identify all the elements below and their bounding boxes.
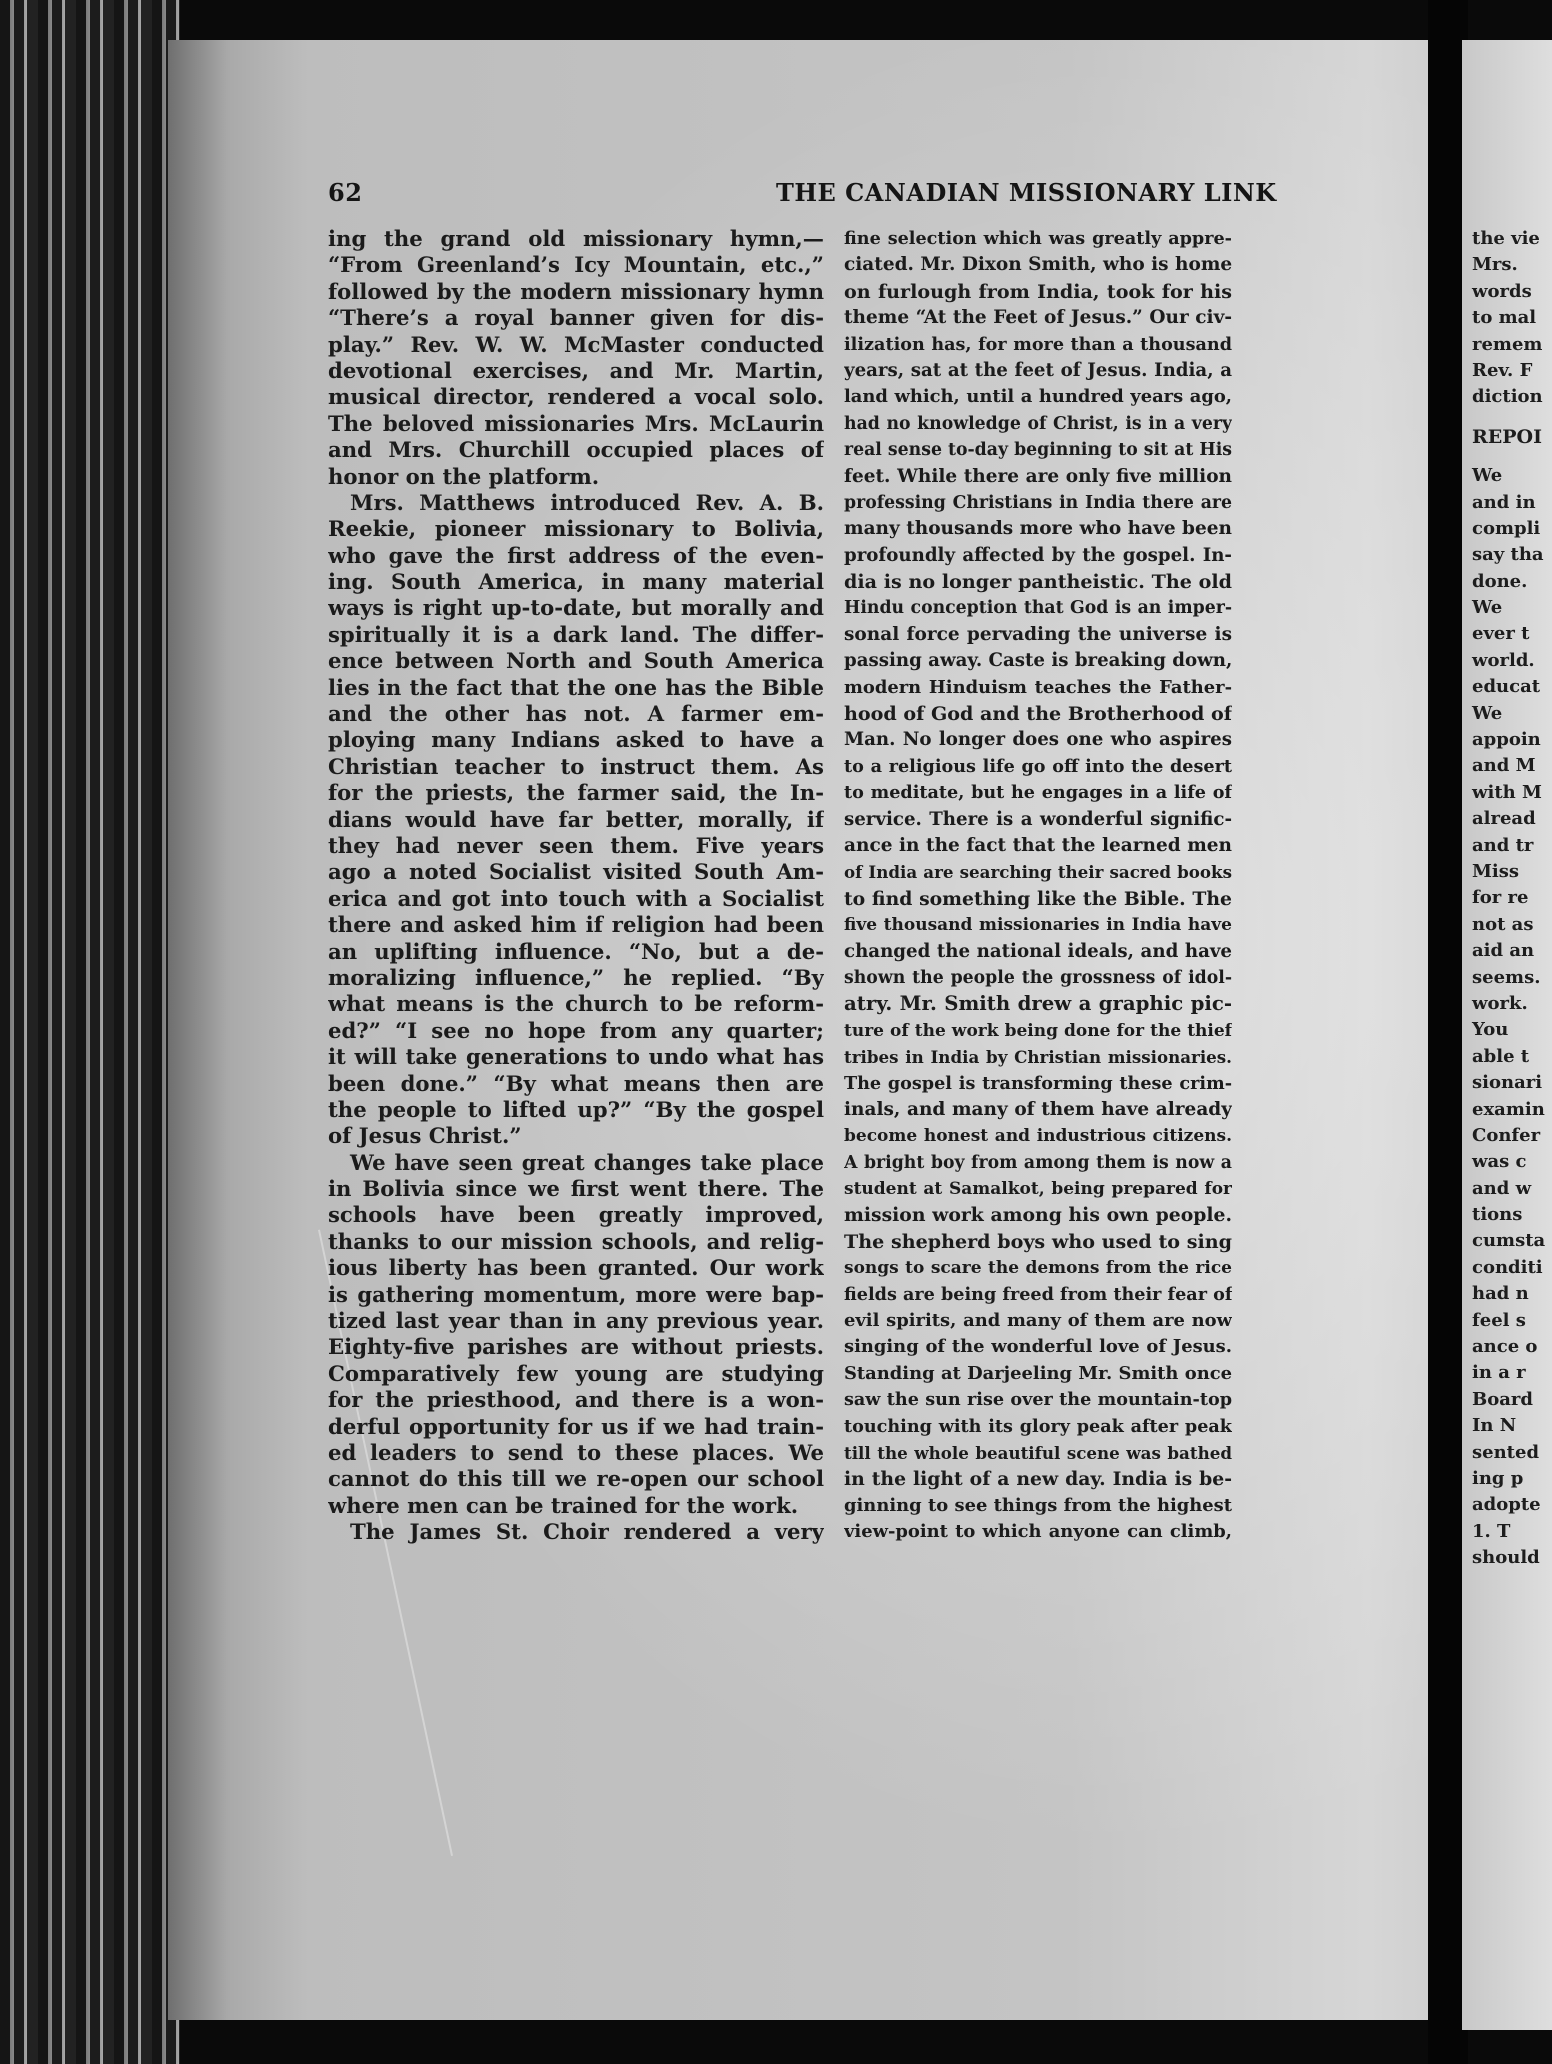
facing-text-line: seems. (1472, 966, 1541, 988)
facing-text-line: sionari (1472, 1072, 1543, 1094)
facing-text-line: In N (1472, 1415, 1517, 1437)
facing-text-line: REPOI (1472, 425, 1542, 448)
facing-text-line: We (1472, 597, 1503, 619)
text-line: theme “At the Feet of Jesus.” Our civ- (844, 307, 1232, 329)
text-line: ing the grand old missionary hymn,— (328, 226, 824, 251)
text-line: mission work among his own people. (844, 1204, 1232, 1227)
facing-text-line: world. (1472, 649, 1535, 671)
text-line: many thousands more who have been (844, 518, 1232, 540)
text-line: The shepherd boys who used to sing (844, 1229, 1232, 1253)
text-line: ed leaders to send to these places. We (328, 1439, 824, 1465)
facing-text-line: compli (1472, 517, 1541, 539)
text-line: A bright boy from among them is now a (844, 1152, 1232, 1173)
text-line: shown the people the grossness of idol- (844, 967, 1232, 988)
text-line: profoundly affected by the gospel. In- (844, 544, 1232, 566)
facing-text-line: work. (1472, 992, 1528, 1014)
facing-text-line: ing p (1472, 1467, 1524, 1489)
facing-text-line: the vie (1472, 228, 1540, 249)
text-line: Christian teacher to instruct them. As (328, 753, 824, 779)
page-number: 62 (328, 178, 363, 207)
text-line: it will take generations to undo what has (328, 1044, 824, 1070)
text-line: schools have been greatly improved, (328, 1202, 824, 1228)
text-line: dia is no longer pantheistic. The old (844, 570, 1232, 594)
facing-text-line: not as (1472, 913, 1534, 935)
text-line: saw the sun rise over the mountain-top (844, 1389, 1232, 1411)
text-line: in Bolivia since we first went there. The (328, 1176, 824, 1202)
text-line: We have seen great changes take place (350, 1149, 824, 1175)
facing-text-line: ance o (1472, 1336, 1538, 1358)
text-line: ious liberty has been granted. Our work (328, 1255, 824, 1281)
line-gap (1472, 450, 1545, 463)
facing-text-line: alread (1472, 808, 1536, 830)
facing-page-fragment (1462, 40, 1552, 2030)
facing-text-line: and M (1472, 755, 1536, 777)
text-line: thanks to our mission schools, and relig- (328, 1228, 824, 1254)
text-line: The gospel is transforming these crim- (844, 1072, 1232, 1094)
facing-text-line: Mrs. (1472, 254, 1518, 276)
text-line: Man. No longer does one who aspires (844, 729, 1232, 751)
text-line: ance in the fact that the learned men (844, 834, 1232, 856)
text-line: passing away. Caste is breaking down, (844, 650, 1232, 672)
text-line: to meditate, but he engages in a life of (844, 782, 1232, 804)
facing-text-line: Miss (1472, 860, 1520, 882)
facing-text-line: We (1472, 465, 1503, 487)
text-line: followed by the modern missionary hymn (328, 278, 824, 304)
text-line: five thousand missionaries in India have (844, 915, 1232, 936)
text-line: for the priests, the farmer said, the In- (328, 780, 824, 806)
facing-text-line: tions (1472, 1204, 1523, 1226)
facing-text-line: with M (1472, 781, 1542, 803)
text-line: evil spirits, and many of them are now (844, 1310, 1232, 1332)
page-edge-stack (0, 0, 180, 2064)
text-line: on furlough from India, took for his (844, 279, 1232, 303)
text-line: real sense to-day beginning to sit at His (844, 440, 1232, 461)
text-line: they had never seen them. Five years (328, 832, 824, 858)
text-line: ways is right up-to-date, but morally and (328, 595, 824, 621)
text-line: moralizing influence,” he replied. “By (328, 964, 824, 990)
text-line: ing. South America, in many material (328, 569, 824, 595)
facing-text-line: You (1472, 1019, 1509, 1041)
text-line: Standing at Darjeeling Mr. Smith once (844, 1362, 1232, 1384)
text-line: till the whole beautiful scene was bathed (844, 1442, 1232, 1463)
text-line: lies in the fact that the one has the Bible (328, 674, 824, 700)
text-line: tribes in India by Christian missionaries. (844, 1047, 1232, 1068)
text-line: tized last year than in any previous year. (328, 1308, 824, 1334)
text-line: Reekie, pioneer missionary to Bolivia, (328, 516, 824, 542)
facing-text-line: to mal (1472, 307, 1537, 329)
text-line: ed?” “I see no hope from any quarter; (328, 1017, 824, 1043)
text-line: land which, until a hundred years ago, (844, 386, 1232, 408)
facing-text-line: done. (1472, 570, 1528, 592)
facing-text-line: conditi (1472, 1256, 1543, 1278)
text-line: “There’s a royal banner given for dis- (328, 305, 824, 331)
facing-text-line: adopte (1472, 1494, 1541, 1516)
text-line: The beloved missionaries Mrs. McLaurin (328, 410, 824, 436)
facing-text-line: was c (1472, 1151, 1527, 1173)
text-line: ence between North and South America (328, 648, 824, 674)
text-line: ginning to see things from the highest (844, 1494, 1232, 1516)
line-gap (1472, 411, 1545, 424)
facing-text-line: in a r (1472, 1362, 1526, 1384)
text-line: derful opportunity for us if we had train- (328, 1413, 824, 1439)
text-line: ploying many Indians asked to have a (328, 727, 824, 753)
text-line: the people to lifted up?” “By the gospel (328, 1096, 824, 1122)
text-line: student at Samalkot, being prepared for (844, 1179, 1232, 1200)
text-line: of India are searching their sacred books (844, 862, 1232, 883)
text-line: where men can be trained for the work. (328, 1492, 799, 1518)
text-line: professing Christians in India there are (844, 492, 1232, 513)
facing-text-line: aid an (1472, 940, 1535, 962)
text-line: dians would have far better, morally, if (328, 806, 824, 832)
text-line: erica and got into touch with a Socialist (328, 885, 824, 911)
text-line: years, sat at the feet of Jesus. India, a (844, 359, 1232, 381)
facing-text-line: sented (1472, 1441, 1540, 1463)
text-line: hood of God and the Brotherhood of (844, 702, 1232, 726)
right-text-column (844, 226, 1232, 1546)
facing-text-line: remem (1472, 333, 1543, 355)
text-line: devotional exercises, and Mr. Martin, (328, 357, 824, 383)
text-line: what means is the church to be reform- (328, 991, 824, 1017)
facing-text-line: educat (1472, 676, 1541, 698)
facing-text-line: We (1472, 702, 1503, 724)
facing-text-line: cumsta (1472, 1230, 1546, 1252)
facing-text-line: Board (1472, 1388, 1533, 1410)
facing-page-text (1472, 226, 1545, 1572)
facing-text-line: feel s (1472, 1309, 1526, 1331)
text-line: become honest and industrious citizens. (844, 1126, 1232, 1147)
facing-text-line: should (1472, 1547, 1540, 1569)
text-line: Mrs. Matthews introduced Rev. A. B. (350, 489, 824, 515)
text-line: ciated. Mr. Dixon Smith, who is home (844, 254, 1232, 276)
text-line: is gathering momentum, more were bap- (328, 1281, 824, 1307)
text-line: changed the national ideals, and have (844, 940, 1232, 962)
text-line: for the priesthood, and there is a won- (328, 1387, 824, 1413)
text-line: Comparatively few young are studying (328, 1360, 824, 1386)
text-line: spiritually it is a dark land. The differ- (328, 621, 824, 647)
facing-text-line: and w (1472, 1177, 1532, 1199)
text-line: feet. While there are only five million (844, 465, 1232, 487)
facing-text-line: Rev. F (1472, 359, 1533, 381)
facing-text-line: and in (1472, 491, 1536, 513)
text-line: “From Greenland’s Icy Mountain, etc.,” (328, 252, 824, 278)
facing-text-line: appoin (1472, 729, 1541, 751)
facing-text-line: 1. T (1472, 1520, 1511, 1542)
text-line: had no knowledge of Christ, is in a very (844, 413, 1232, 434)
text-line: service. There is a wonderful signific- (844, 808, 1232, 830)
text-line: an uplifting influence. “No, but a de- (328, 938, 824, 964)
running-title: THE CANADIAN MISSIONARY LINK (776, 178, 1277, 207)
text-line: in the light of a new day. India is be- (844, 1468, 1232, 1491)
text-line: to find something like the Bible. The (844, 887, 1232, 910)
text-line: play.” Rev. W. W. McMaster conducted (328, 331, 824, 357)
facing-text-line: words (1472, 280, 1532, 302)
text-line: musical director, rendered a vocal solo. (328, 384, 824, 410)
text-line: of Jesus Christ.” (328, 1123, 522, 1149)
text-line: ture of the work being done for the thief (844, 1020, 1232, 1041)
text-line: Eighty-five parishes are without priests. (328, 1334, 824, 1360)
text-line: and the other has not. A farmer em- (328, 701, 824, 727)
facing-text-line: ever t (1472, 623, 1530, 645)
facing-text-line: say tha (1472, 544, 1544, 566)
text-line: Hindu conception that God is an imper- (844, 598, 1232, 619)
text-line: there and asked him if religion had been (328, 912, 824, 938)
text-line: songs to scare the demons from the rice (844, 1258, 1232, 1279)
text-line: singing of the wonderful love of Jesus. (844, 1336, 1232, 1358)
facing-text-line: and tr (1472, 834, 1534, 856)
left-page (168, 40, 1440, 2020)
text-line: inals, and many of them have already (844, 1098, 1232, 1120)
text-line: fields are being freed from their fear of (844, 1283, 1232, 1305)
facing-text-line: examin (1472, 1098, 1545, 1120)
text-line: and Mrs. Churchill occupied places of (328, 437, 824, 463)
text-line: atry. Mr. Smith drew a graphic pic- (844, 992, 1232, 1016)
text-line: touching with its glory peak after peak (844, 1415, 1232, 1437)
text-line: to a religious life go off into the desert (844, 755, 1232, 777)
left-text-column (328, 226, 824, 1546)
text-line: who gave the first address of the even- (328, 542, 824, 568)
text-line: sonal force pervading the universe is (844, 623, 1232, 645)
facing-text-line: had n (1472, 1283, 1529, 1305)
text-line: been done.” “By what means then are (328, 1070, 824, 1096)
text-line: honor on the platform. (328, 463, 600, 489)
text-line: view-point to which anyone can climb, (844, 1521, 1232, 1543)
text-line: modern Hinduism teaches the Father- (844, 676, 1232, 698)
facing-text-line: Confer (1472, 1124, 1541, 1146)
facing-text-line: able t (1472, 1045, 1530, 1067)
text-line: cannot do this till we re-open our school (328, 1466, 824, 1492)
text-line: fine selection which was greatly appre- (844, 228, 1232, 249)
text-line: ago a noted Socialist visited South Am- (328, 859, 824, 885)
running-header (328, 178, 1328, 218)
text-line: The James St. Choir rendered a very (350, 1519, 824, 1545)
facing-text-line: for re (1472, 887, 1529, 909)
text-line: ilization has, for more than a thousand (844, 333, 1232, 355)
facing-text-line: diction (1472, 386, 1543, 408)
